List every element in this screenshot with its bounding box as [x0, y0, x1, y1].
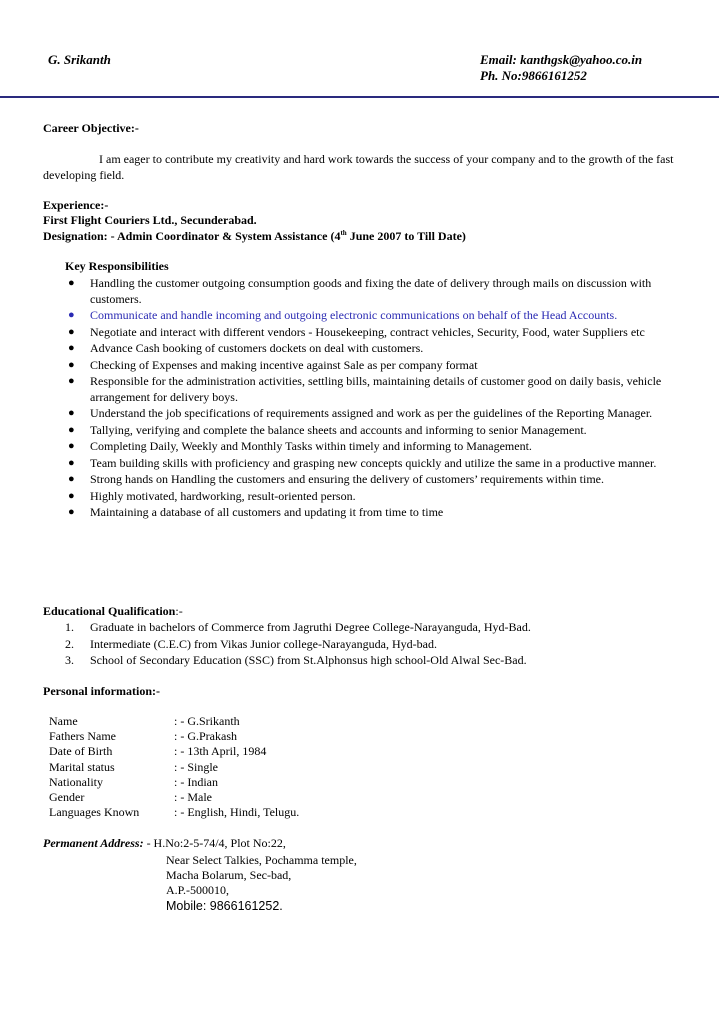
list-item-text: Graduate in bachelors of Commerce from Jagruthi Degree College-Narayanguda, Hyd-Bad.: [90, 620, 531, 634]
bullet-icon: ●: [68, 506, 75, 518]
contact-phone: Ph. No:9866161252: [480, 68, 587, 83]
bullet-icon: ●: [68, 489, 75, 502]
bullet-icon: ●: [68, 342, 75, 354]
bullet-icon: ●: [68, 358, 75, 371]
list-item-text: School of Secondary Education (SSC) from St.Alphonsus high school-Old Alwal Sec-Bad.: [90, 653, 527, 667]
list-item-number: 2.: [65, 636, 74, 651]
permanent-address-label: Permanent Address:: [43, 836, 144, 850]
list-item: [0, 620, 690, 636]
education-list: [0, 620, 719, 670]
list-item: [0, 637, 690, 653]
list-item-text: Strong hands on Handling the customers and ensuring the delivery of customers’ requirements within time.: [90, 472, 605, 486]
personal-label: Marital status: [49, 760, 115, 774]
bullet-icon: ●: [68, 277, 75, 289]
designation: [43, 229, 466, 244]
list-item-text: Intermediate (C.E.C) from Vikas Junior college-Narayanguda, Hyd-bad.: [90, 636, 437, 651]
education-heading-suffix: :-: [175, 604, 183, 618]
designation-sup: th: [340, 229, 347, 237]
address-line-1: - H.No:2-5-74/4, Plot No:22,: [143, 836, 286, 850]
list-item: [0, 456, 690, 472]
bullet-icon: ●: [68, 473, 75, 485]
list-item-text: Negotiate and interact with different vendors - Housekeeping, contract vehicles, Security, Food, water Suppliers etc: [90, 324, 645, 339]
bullet-icon: ●: [68, 375, 75, 387]
personal-info-heading: Personal information:-: [43, 684, 160, 698]
personal-label: Fathers Name: [49, 729, 116, 743]
bullet-icon: ●: [68, 309, 75, 321]
address-line-3: Macha Bolarum, Sec-bad,: [166, 868, 292, 882]
personal-label: Date of Birth: [49, 744, 113, 758]
bullet-icon: ●: [68, 407, 75, 419]
list-item-number: 3.: [65, 653, 74, 667]
bullet-icon: ●: [68, 440, 75, 452]
education-heading: [43, 604, 183, 619]
list-item-text: Tallying, verifying and complete the balance sheets and accounts and informing to senior Management.: [90, 422, 587, 437]
list-item-text: Team building skills with proficiency and grasping new concepts quickly and utilize the same in a productive manner.: [90, 455, 657, 470]
bullet-icon: ●: [68, 325, 75, 338]
list-item-text: Handling the customer outgoing consumption goods and fixing the date of delivery through mails on discussion with customers.: [90, 276, 652, 306]
permanent-address: [43, 836, 286, 851]
list-item: [0, 341, 690, 357]
list-item: [0, 276, 690, 307]
personal-value: : - G.Srikanth: [174, 714, 240, 728]
applicant-name: G. Srikanth: [48, 52, 111, 67]
list-item-text: Advance Cash booking of customers dockets on deal with customers.: [90, 341, 424, 355]
personal-value: : - Indian: [174, 775, 218, 789]
designation-suffix: June 2007 to Till Date): [346, 229, 466, 243]
responsibilities-list: [0, 276, 719, 522]
header-rule: [0, 96, 719, 98]
personal-label: Gender: [49, 790, 85, 804]
education-heading-label: Educational Qualification: [43, 604, 176, 618]
list-item-text: Completing Daily, Weekly and Monthly Tasks within timely and informing to Management.: [90, 439, 532, 453]
list-item-text: Maintaining a database of all customers and updating it from time to time: [90, 505, 444, 519]
personal-value: : - Male: [174, 790, 212, 804]
experience-heading: Experience:-: [43, 198, 109, 212]
list-item: [0, 489, 690, 505]
list-item: [0, 406, 690, 422]
address-line-2: Near Select Talkies, Pochamma temple,: [166, 853, 357, 867]
personal-label: Languages Known: [49, 805, 140, 819]
list-item: [0, 308, 690, 324]
personal-label: Name: [49, 714, 78, 728]
list-item-text: Responsible for the administration activities, settling bills, maintaining details of customer good on daily basis, vehicle arrangement for delivery boys.: [90, 374, 662, 404]
list-item-number: 1.: [65, 620, 74, 634]
contact-email[interactable]: Email: kanthgsk@yahoo.co.in: [480, 52, 643, 67]
list-item-text: Highly motivated, hardworking, result-oriented person.: [90, 488, 356, 503]
address-mobile: Mobile: 9866161252.: [166, 899, 283, 913]
list-item: [0, 374, 690, 405]
list-item-text: Communicate and handle incoming and outgoing electronic communications on behalf of the Head Accounts.: [90, 308, 618, 322]
list-item-text: Understand the job specifications of requirements assigned and work as per the guidelines of the Reporting Manager.: [90, 406, 653, 420]
list-item: [0, 439, 690, 455]
career-objective-heading: Career Objective:-: [43, 121, 139, 135]
designation-prefix: Designation: - Admin Coordinator & System Assistance (4: [43, 229, 341, 243]
personal-value: : - G.Prakash: [174, 729, 237, 743]
list-item-text: Checking of Expenses and making incentive against Sale as per company format: [90, 357, 478, 372]
list-item: [0, 472, 690, 488]
key-responsibilities-heading: Key Responsibilities: [65, 259, 169, 273]
company-name: First Flight Couriers Ltd., Secunderabad.: [43, 213, 257, 227]
bullet-icon: ●: [68, 423, 75, 436]
list-item: [0, 505, 690, 521]
bullet-icon: ●: [68, 456, 75, 469]
address-line-4: A.P.-500010,: [166, 883, 230, 897]
list-item: [0, 325, 690, 341]
personal-value: : - English, Hindi, Telugu.: [174, 805, 300, 819]
personal-value: : - 13th April, 1984: [174, 744, 267, 758]
career-objective-text: I am eager to contribute my creativity and hard work towards the success of your company and to the growth of the fast developing field.: [43, 152, 674, 182]
personal-label: Nationality: [49, 775, 103, 789]
personal-value: : - Single: [174, 760, 218, 774]
list-item: [0, 358, 690, 374]
list-item: [0, 653, 690, 669]
list-item: [0, 423, 690, 439]
